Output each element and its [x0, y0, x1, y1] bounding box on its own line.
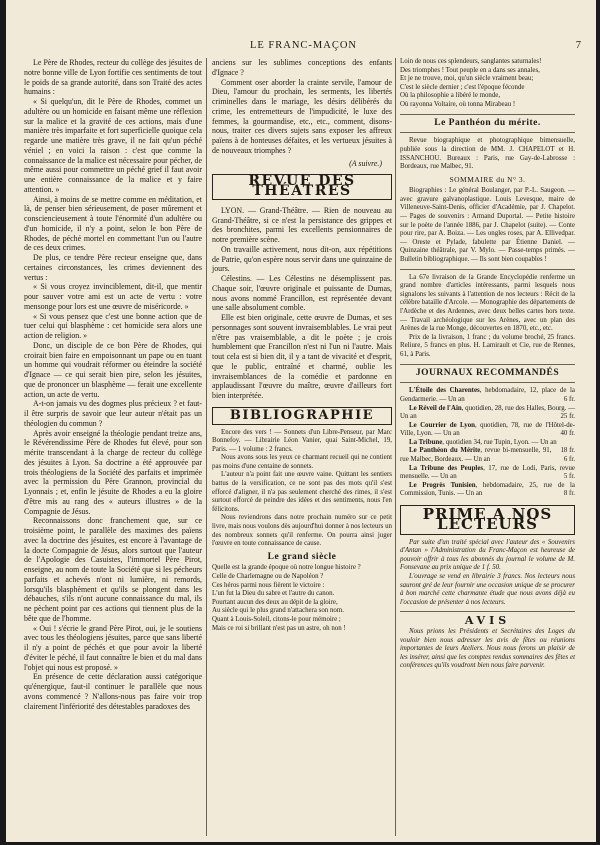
page-number: 7	[575, 40, 581, 51]
to-be-continued: (A suivre.)	[349, 158, 382, 168]
journal-entry	[400, 447, 575, 464]
pantheon-text: Revue biographique et photographique bimensuelle, publiée sous la direction de MM. J. CHAPELOT et H. ISSANCHOU. Bureaux : Paris, rue Gay-de-Labrosse : Bordeaux, rue Malbec, 91.	[400, 137, 575, 171]
journal-description: , revue bi-mensuelle, 91, rue Malbec, Bordeaux. — Un an	[400, 447, 552, 464]
col1-paragraph: A-t-on jamais vu des dogmes plus précieux ? et faut-il être surpris de savoir que leur auteur n'était pas un théologien du commun ?	[24, 399, 202, 428]
theatre-paragraph: On travaille activement, nous dit-on, aux répétitions de Patrie, qu'on espère nous servir dans une quinzaine de jours.	[212, 244, 392, 274]
journal-price: 5 fr.	[563, 473, 575, 481]
journal-entry	[400, 465, 575, 482]
column-3	[400, 58, 575, 671]
journal-price: 8 fr.	[563, 490, 575, 498]
biblio-paragraph: L'auteur n'a point fait une œuvre vaine. Quittant les sentiers battus de la versification, ce ne sont pas des mots qu'il s'est efforcé d'aligner, il n'a pas seulement cherché des rimes, il s'est surtout efforcé de peindre des idées et des sentiments, nous l'en félicitons.	[212, 471, 392, 513]
section-rule	[400, 114, 575, 115]
section-rule	[400, 269, 575, 270]
col2-paragraph: anciens sur les sublimes conceptions des enfants d'Ignace ?	[212, 58, 392, 77]
encyclopedie-text: La 67e livraison de la Grande Encyclopédie renferme un grand nombre d'articles intéressants, parmi lesquels nous signalons les suivants à l'attention de nos lecteurs : Récit de la célèbre bataille d'Arcole. — Monographie des départements de l'Ardèche et des Ardennes, avec deux belles cartes hors texte. — Travail archéologique sur les Arènes, avec un plan des Arènes de la rue Monge, découvertes en 1870, etc., etc.	[400, 273, 575, 333]
journaux-heading: JOURNAUX RECOMMANDÉS	[415, 367, 560, 378]
column-1	[24, 58, 202, 711]
col1-paragraph: Après avoir enseigné la théologie pendant treize ans, le Révérendissime Père de Rhodes fut élevé, pour son mérite transcendant à la charge de recteur du collège des jésuites à Lyon. Sa doctrine a été approuvée par trois théologiens de la Société des parfaits et imprimée avec la permission du Père Grannon, provincial du Lyonnais ; et, enfin le jésuite de Rhodes a eu la gloire d'être mis au rang des « auteurs illustres » de la Compagnie de Jésus.	[24, 428, 202, 516]
journal-entry	[400, 387, 575, 404]
biblio-paragraph: Nous reviendrons dans notre prochain numéro sur ce petit livre, mais nous voulons dès aujourd'hui donner à nos lecteurs un des nombreux sonnets qu'il renferme. On pourra ainsi juger l'œuvre en toute connaissance de cause.	[212, 514, 392, 548]
col1-paragraph: De plus, ce tendre Père recteur enseigne que, dans certaines circonstances, les crimes deviennent des vertus :	[24, 253, 202, 282]
col1-paragraph: Donc, un disciple de ce bon Père de Rhodes, qui croirait bien faire en empoisonnant un pape ou en tuant un homme qui voudrait réformer ou éteindre la société d'Ignace — ce qui serait bien pire, selon les jésuites, que de prononcer un blasphème — ferait une excellente action, un acte de vertu.	[24, 340, 202, 399]
poem-line: Ces héros parmi nous fièrent le victoire :	[212, 581, 325, 589]
journal-name: Le Réveil de l'Ain	[409, 404, 462, 412]
poem-line: Quant à Louis-Soleil, citons-le pour mémoire ;	[212, 615, 341, 623]
journal-entry	[400, 422, 575, 439]
journal-title: LE FRANC-MAÇON	[249, 40, 358, 51]
theatre-paragraph: Elle est bien originale, cette œuvre de Dumas, et ses personnages sont souvent invraisemblables. Le vrai peut n'être pas vraisemblable, a dit le poète ; je crois humblement que Francillon n'est ni l'un ni l'autre. Mais tout cela est si bien dit, il y a tant de vivacité et d'esprit, que le public, entraîné et charmé, oublie les invraisemblances de la comédie et pardonne en applaudissant l'œuvre du maître, œuvre d'ailleurs fort bien interprétée.	[212, 313, 392, 400]
journal-description: , quotidien 34, rue Tupin, Lyon. — Un an	[442, 438, 557, 446]
avis-text: Nous prions les Présidents et Secrétaires des Loges du vouloir bien nous adresser les avis de fêtes ou réunions importantes de leurs Ateliers. Nous nous ferons un plaisir de les insérer, ainsi que les comptes rendus sommaires des fêtes et conférences qu'ils voudront bien nous faire parvenir.	[400, 628, 575, 670]
section-rule	[400, 364, 575, 365]
avis-heading: AVIS	[464, 614, 511, 628]
journal-entry	[400, 405, 575, 422]
journal-name: La Tribune	[409, 438, 443, 446]
journal-description: , quotidien, 78, rue de l'Hôtel-de-Ville, Lyon. — Un an	[400, 421, 575, 438]
journaux-list	[400, 387, 575, 499]
theatre-section-heading: REVUE DES THÉATRES	[212, 174, 392, 200]
column-divider-1	[206, 58, 207, 836]
journal-name: Le Courrier de Lyon	[409, 421, 475, 429]
column-divider-2	[395, 58, 396, 836]
biblio-paragraph: Encore des vers ! — Sonnets d'un Libre-Penseur, par Marc Bonnefoy. — Librairie Léon Vanier, quai Saint-Michel, 19, Paris. — 1 volume : 2 francs.	[212, 428, 392, 453]
journal-price: 6 fr.	[563, 395, 575, 403]
section-rule	[400, 382, 575, 383]
journal-description: , hebdomadaire, 25, rue de la Commission, Tunis. — Un an	[400, 481, 575, 498]
section-rule	[400, 132, 575, 133]
prime-heading: PRIME A NOS LECTEURS	[400, 505, 575, 535]
biblio-paragraph: Nous avons sous les yeux ce charmant recueil qui ne contient pas moins d'une centaine de sonnets.	[212, 454, 392, 470]
sommaire-text: Biographies : Le général Boulanger, par P.-L. Saugeon. — avec gravure galvanoplastique. Louis Levesque, maire de Villeneuve-Saint-Denis, officier d'Académie, par J. Chapelot. — Pages de souvenirs : Armand Duportal. — Petite histoire sur le poète de l'année 1886, par J. Chapelot (suite). — Conte pour rire, par A. Boiza. — Les ongles roses, par A. Ellivedpar. — Oreste et Pylade, fabulette par Étienne Daniel. — Quinzaine théâtrale, par V. Mylo. — Passe-temps primés. — Bulletin bibliographique. — Ils sont bien coupables !	[400, 187, 575, 264]
col1-paragraph: Ainsi, à moins de se mettre comme en méditation, et là, de penser bien sérieusement, de poser mûrement et consciencieusement à toute l'énormité d'un adultère ou d'un homicide, il n'y a point, selon le bon Père de Rhodes, de péché mortel en commettant l'un ou l'autre de ces deux crimes.	[24, 194, 202, 253]
col1-paragraph: « Si vous pensez que c'est une bonne action que de tuer celui qui blasphème : cet homicide sera alors une action de religion. »	[24, 311, 202, 340]
col1-paragraph: « Si vous croyez invinciblement, dit-il, que mentir pour sauver votre ami est un acte de vertu : votre mensonge pour lors est une œuvre de miséricorde. »	[24, 282, 202, 311]
journal-price: 18 fr.	[560, 447, 575, 455]
poem-title: Le grand siècle	[267, 551, 337, 562]
running-header	[26, 40, 581, 54]
journal-entry	[400, 482, 575, 499]
col1-paragraph: Reconnaissons donc franchement que, sur ce troisième point, le parallèle des maximes des païens avec la doctrine des jésuites, est encore à l'avantage de la docte Compagnie de Jésus, alors surtout que l'auteur de l'Apologie des Casuistes, l'immortel Père Pirot, enseigne, au nom de toute la Société que si les pécheurs parfaits et achevés n'ont ni lumière, ni remords, lorsqu'ils blasphèment et qu'ils se plongent dans les débauches, s'ils n'ont aucune connaissance du mal, ils ne pèchent point par ces actions qui tiennent plus de la bête que de l'homme.	[24, 516, 202, 623]
journal-description: , 17, rue de Lodi, Paris, revue mensuelle. — Un an	[400, 464, 575, 481]
journal-price: 6 fr.	[563, 456, 575, 464]
bibliography-heading: BIBLIOGRAPHIE	[212, 407, 392, 425]
col2-paragraph: Comment oser aborder la crainte servile, l'amour de Dieu, l'amour du prochain, les serments, les libertés criminelles dans le mariage, les désirs délibérés du crime, les entremetteurs de l'impudicité, le luxe des femmes, la gourmandise, etc., etc., comment, disons-nous, traiter ces divers sujets sans exposer les affreux païens à de honteuses défaites, et les vertueux jésuites à de nouveaux triomphes ?	[212, 77, 392, 155]
sommaire-heading: SOMMAIRE du N° 3.	[449, 174, 526, 184]
col1-paragraph: En présence de cette déclaration aussi catégorique qu'énergique, faut-il continuer le parallèle que nous avons commencé ? N'allons-nous pas faire voir trop clairement l'infériorité des détestables paradoxes des	[24, 672, 202, 711]
journal-price: 40 fr.	[560, 430, 575, 438]
journal-name: Le Progrès Tunisien	[409, 481, 476, 489]
poem-line: Au siècle qui le plus grand n'attachera son nom.	[212, 607, 344, 615]
prime-text-2: L'ouvrage se vend en librairie 3 francs. Nos lecteurs nous sauront gré de leur fournir une occasion unique de se procurer à bon marché cette charmante étude que nous avons déjà eu l'occasion de présenter à nos lecteurs.	[400, 572, 575, 606]
journal-price: 25 fr.	[560, 413, 575, 421]
poem-line: Pourtant aucun des deux au dépit de la gloire,	[212, 598, 338, 606]
poem-line: Loin de nous ces splendeurs, sanglantes saturnales!	[400, 58, 542, 65]
journal-description: , quotidien, 28, rue des Halles, Bourg. — Un an	[400, 404, 576, 421]
journal-name: Le Panthéon du Mérite	[409, 447, 481, 455]
poem-line: Où rayonna Voltaire, où tonna Mirabeau !	[400, 100, 516, 108]
poem-line: Où la philosophie a libéré le monde,	[400, 92, 501, 100]
poem-line: Celle de Charlemagne ou de Napoléon ?	[212, 573, 324, 580]
col1-paragraph: « Oui ! s'écrie le grand Père Pirot, oui, je le soutiens avec tous les théologiens jésuites, parce que sans liberté il n'y a point de péchés et que pour avoir la liberté d'éviter le péché, il faut connaître le bien et du mal dans l'objet qui nous est proposé. »	[24, 623, 202, 672]
col1-paragraph: « Si quelqu'un, dit le Père de Rhodes, commet un adultère ou un homicide en faisant même une réflexion sur la malice et la gravité de ces actions, mais d'une manière très imparfaite et fort superficielle quoique cela regarde une matière très grave, il ne fait qu'un péché véniel ; en voici la raison : c'est que comme la connaissance de la malice est nécessaire pour pécher, de même aussi pour commettre un péché grief il faut avoir une entière connaissance de la malice et y faire attention. »	[24, 97, 202, 194]
section-rule	[400, 611, 575, 612]
theatre-paragraph: LYON. — Grand-Théâtre. — Rien de nouveau au Grand-Théâtre, si ce n'est la persistance des grippes et des bronchites, parmi les excellents pensionnaires de notre première scène.	[212, 205, 392, 244]
journal-name: La Tribune des Peuples	[409, 464, 484, 472]
pantheon-heading: Le Panthéon du mérite.	[434, 117, 541, 128]
journal-name: L'Étoile des Charentes	[409, 387, 480, 395]
poem-line: C'est le siècle dernier ; c'est l'époque féconde	[400, 83, 525, 91]
poem-line: Mais ce roi si brillant n'est pas un astre, oh non !	[212, 624, 346, 632]
encyclopedie-price: Prix de la livraison, 1 franc ; du volume broché, 25 francs. Reliure, 5 francs en plus. H. Lamirault et Cie, rue de Rennes, 61, à Paris.	[400, 333, 575, 358]
column-2	[212, 58, 392, 633]
col1-paragraph: Le Père de Rhodes, recteur du collège des jésuites de notre bonne ville de Lyon fortifie ces sentiments de tout le poids de sa grande autorité, dans son Traité des actes humains :	[24, 58, 202, 97]
theatre-paragraph: Célestins. — Les Célestins ne désemplissent pas. Chaque soir, l'œuvre originale et puissante de Dumas, nous avons nommé Francillon, est représentée devant une salle absolument comble.	[212, 274, 392, 313]
newspaper-page	[6, 0, 596, 842]
poem-line: L'un fut la Dieu du sabre et l'autre du canon.	[212, 590, 335, 598]
poem-line: Et je ne trouve, moi, qu'un siècle vraiment beau;	[400, 75, 534, 83]
poem-line: Quelle est la grande époque où notre longue histoire ?	[212, 564, 361, 572]
poem-line: Des triomphes ! Tout peuple en a dans ses annales,	[400, 66, 540, 74]
prime-text: Par suite d'un traité spécial avec l'auteur des « Souvenirs d'Antan » l'Administration du Franc-Maçon est heureuse de pouvoir offrir à tous les abonnés du journal le volume de M. Fonsevane au prix unique de 1 f. 50.	[400, 538, 575, 572]
journal-description: , hebdomadaire, 12, place de la Gendarmerie. — Un an	[400, 387, 575, 403]
